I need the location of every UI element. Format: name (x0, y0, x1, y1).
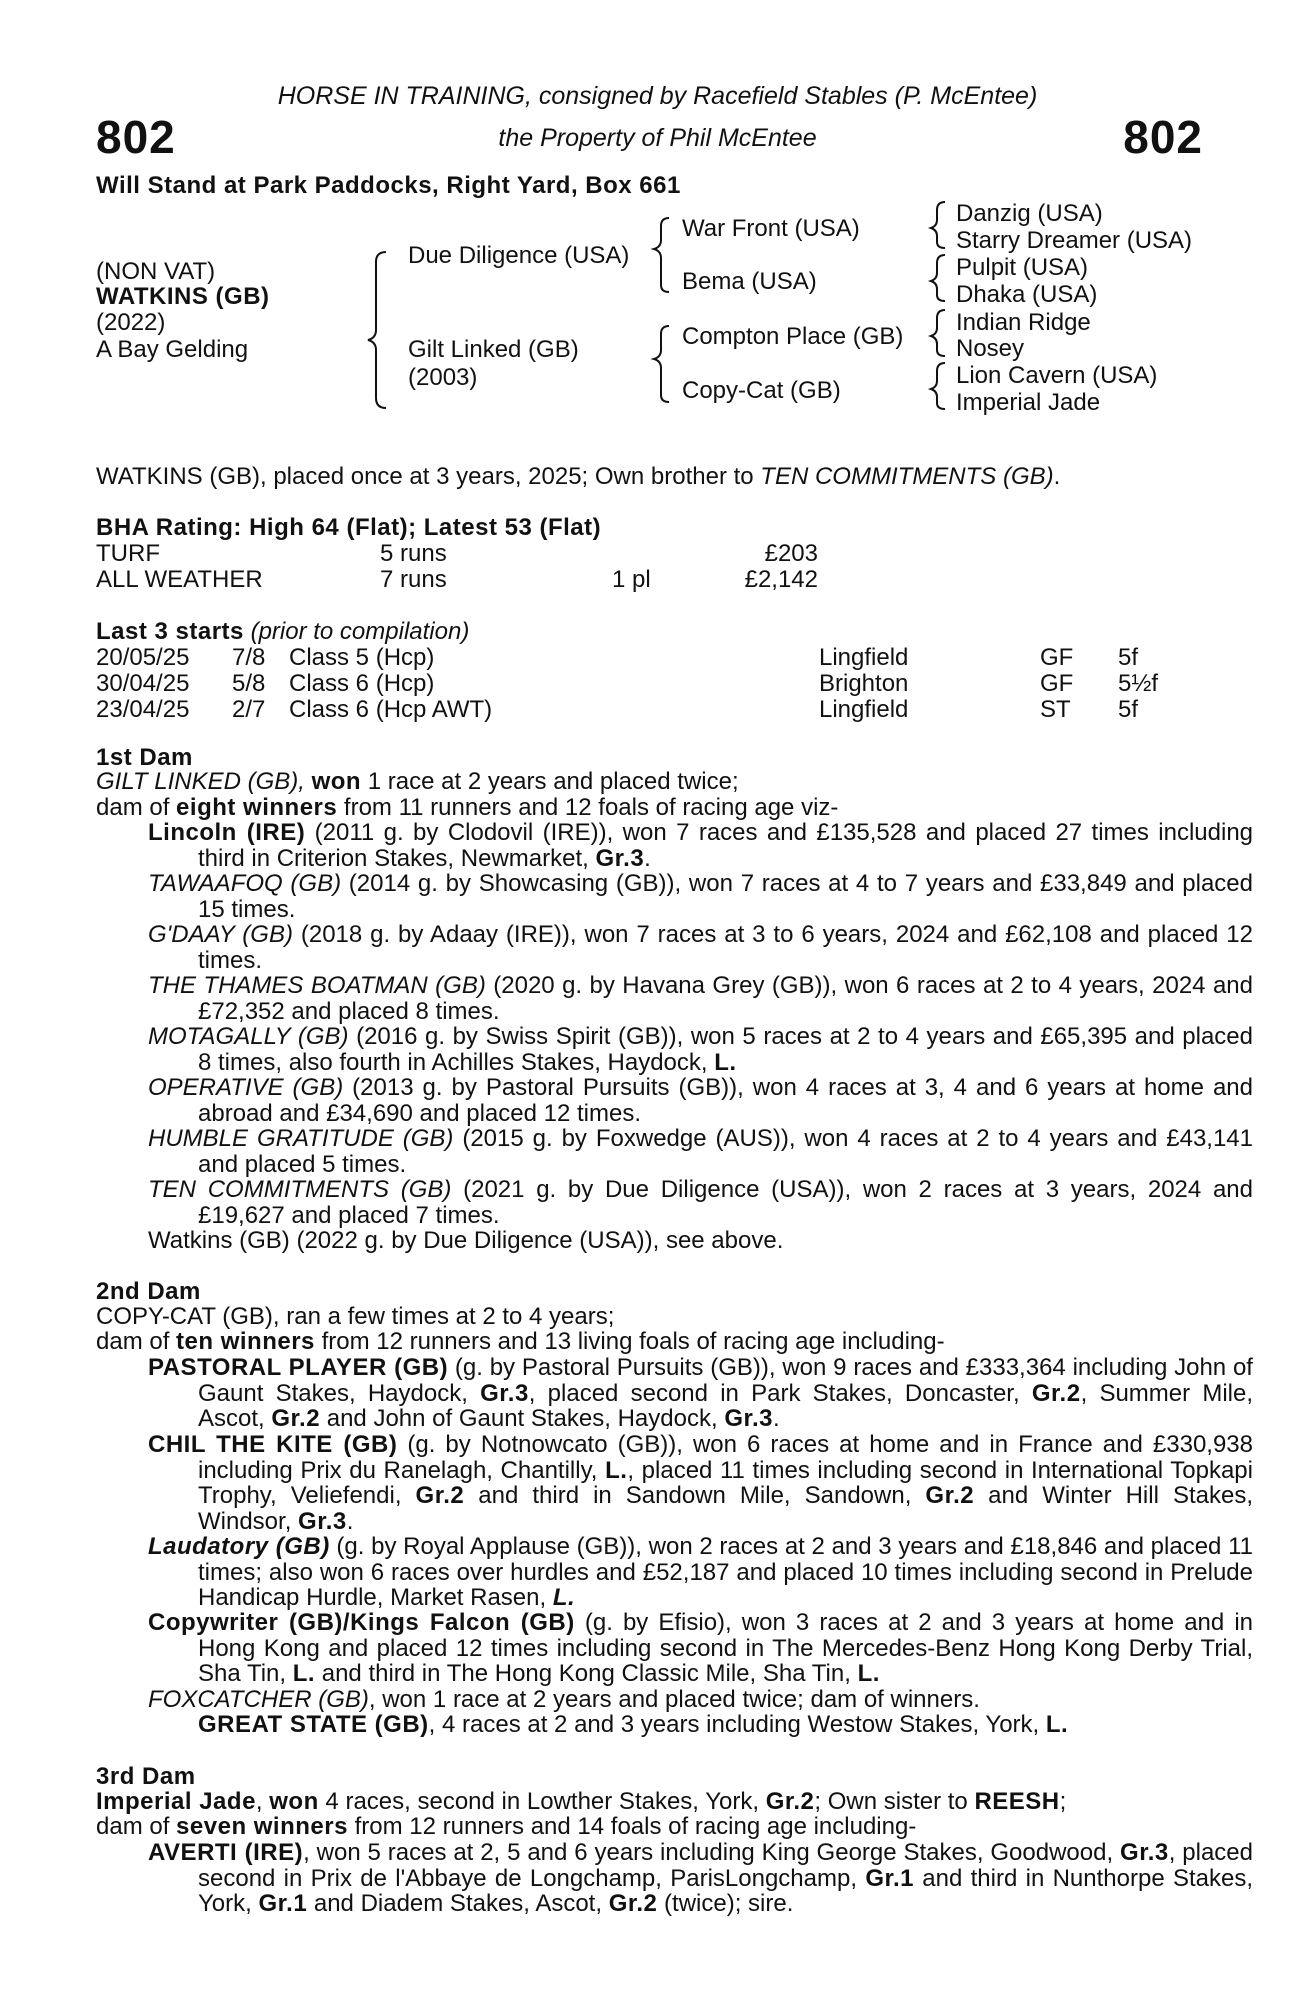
start-position: 5/8 (232, 670, 266, 697)
race-grade: Gr.3 (724, 1405, 774, 1432)
grandsire-2: Pulpit (USA) (956, 254, 1089, 281)
bracket-g2 (931, 255, 945, 301)
race-grade: Gr.2 (765, 1788, 815, 1815)
dam1-heading: 1st Dam (96, 744, 193, 771)
progeny-entry: THE THAMES BOATMAN (GB) (2020 g. by Havana Grey (GB)), won 6 races at 2 to 4 years, 2024 and £72,352 and placed 8 times. (148, 972, 1253, 1025)
start-position: 2/7 (232, 696, 266, 723)
dam1-intro (96, 769, 739, 795)
start-date: 20/05/25 (96, 644, 190, 671)
progeny-entry: Copywriter (GB)/Kings Falcon (GB) (g. by Efisio), won 3 races at 2 and 3 years at home and in Hong Kong and placed 12 times including second in The Mercedes-Benz Hong Kong Derby Trial, Sha Tin, L. and third in The Hong Kong Classic Mile, Sha Tin, L. (148, 1609, 1254, 1687)
dam1-record: 1 race at 2 years and placed twice; (361, 768, 739, 795)
progeny-name: TEN COMMITMENTS (GB) (148, 1176, 452, 1203)
progeny-name: Copywriter (GB)/Kings Falcon (GB) (148, 1609, 575, 1636)
dam1-won: won (311, 768, 362, 795)
granddam-4: Imperial Jade (956, 389, 1101, 416)
start-date: 30/04/25 (96, 670, 190, 697)
sire-name: Due Diligence (USA) (408, 242, 630, 269)
dam-year: (2003) (408, 364, 478, 391)
progeny-entry: GREAT STATE (GB), 4 races at 2 and 3 years including Westow Stakes, York, L. (198, 1711, 1069, 1738)
dam2-intro: COPY-CAT (GB), ran a few times at 2 to 4 years; (96, 1303, 615, 1330)
rating-runs: 5 runs (380, 540, 447, 567)
start-course: Lingfield (819, 644, 909, 671)
start-class: Class 6 (Hcp AWT) (289, 696, 493, 723)
grandsire-3: Indian Ridge (956, 309, 1091, 336)
progeny-name: TAWAAFOQ (GB) (148, 870, 342, 897)
rating-prize: £2,142 (744, 566, 818, 593)
start-distance: 5½f (1118, 670, 1159, 697)
race-grade: Gr.3 (1120, 1839, 1169, 1866)
progeny-entry: TAWAAFOQ (GB) (2014 g. by Showcasing (GB)), won 7 races at 4 to 7 years and £33,849 and placed 15 times. (148, 870, 1253, 923)
start-class: Class 6 (Hcp) (289, 670, 435, 697)
progeny-entry: HUMBLE GRATITUDE (GB) (2015 g. by Foxwedge (AUS)), won 4 races at 2 to 4 years and £43,141 and placed 5 times. (148, 1125, 1254, 1178)
race-grade: Gr.2 (925, 1482, 975, 1509)
progeny-name: THE THAMES BOATMAN (GB) (148, 972, 486, 999)
progeny-entry: G'DAAY (GB) (2018 g. by Adaay (IRE)), won 7 races at 3 to 6 years, 2024 and £62,108 and placed 12 times. (148, 921, 1254, 974)
consignment-line: HORSE IN TRAINING, consigned by Racefield Stables (P. McEntee) (277, 82, 1038, 110)
dam2-heading: 2nd Dam (96, 1278, 201, 1305)
lot-number-right: 802 (1123, 111, 1203, 163)
summary-line (96, 463, 1060, 491)
grandsire-1: Danzig (USA) (956, 200, 1103, 227)
race-grade: Gr.1 (865, 1864, 915, 1892)
last-starts-heading: Last 3 starts (96, 618, 244, 645)
property-line: the Property of Phil McEntee (498, 124, 817, 152)
stand-location: Will Stand at Park Paddocks, Right Yard, Box 661 (96, 172, 681, 199)
dam3-winners: seven winners (176, 1813, 348, 1840)
race-grade: L. (714, 1048, 737, 1076)
rating-heading: BHA Rating: High 64 (Flat); Latest 53 (Flat) (96, 514, 602, 541)
bracket-g3 (931, 310, 945, 356)
lot-number-left: 802 (96, 111, 176, 163)
progeny-entry: MOTAGALLY (GB) (2016 g. by Swiss Spirit (GB)), won 5 races at 2 to 4 years and £65,395 and placed 8 times, also fourth in Achilles Stakes, Haydock, L. (148, 1023, 1253, 1076)
race-grade: Gr.3 (298, 1507, 347, 1535)
start-class: Class 5 (Hcp) (289, 644, 435, 671)
progeny-name: HUMBLE GRATITUDE (GB) (148, 1125, 454, 1152)
progeny-name: MOTAGALLY (GB) (148, 1023, 349, 1050)
rating-runs: 7 runs (380, 566, 447, 593)
last-starts-heading-line (96, 618, 469, 646)
summary-brother: TEN COMMITMENTS (GB) (760, 463, 1054, 490)
progeny-entry: FOXCATCHER (GB), won 1 race at 2 years and placed twice; dam of winners. (148, 1686, 980, 1713)
progeny-name: CHIL THE KITE (GB) (148, 1431, 398, 1458)
dam3-intro: Imperial Jade, won 4 races, second in Lowther Stakes, York, Gr.2; Own sister to REESH; (96, 1788, 1067, 1815)
dam3-produce-summary: dam of seven winners from 12 runners and 14 foals of racing age including- (96, 1813, 917, 1840)
sire-dam: Bema (USA) (682, 268, 817, 295)
granddam-1: Starry Dreamer (USA) (956, 227, 1193, 254)
bracket-sire (654, 218, 669, 292)
progeny-entry: TEN COMMITMENTS (GB) (2021 g. by Due Diligence (USA)), won 2 races at 3 years, 2024 and £19,627 and placed 7 times. (148, 1176, 1253, 1229)
last-starts-note: (prior to compilation) (250, 618, 470, 645)
race-grade: L. (1045, 1711, 1069, 1738)
start-distance: 5f (1118, 696, 1139, 723)
horse-name: WATKINS (GB) (96, 283, 270, 310)
progeny-entry: Lincoln (IRE) (2011 g. by Clodovil (IRE)), won 7 races and £135,528 and placed 27 times including third in Criterion Stakes, Newmarket, Gr.3. (148, 819, 1254, 872)
rating-surface: ALL WEATHER (96, 566, 263, 593)
rating-surface: TURF (96, 540, 160, 567)
progeny-name: PASTORAL PLAYER (GB) (148, 1354, 449, 1381)
race-grade: L. (552, 1584, 576, 1611)
progeny-entry: CHIL THE KITE (GB) (g. by Notnowcato (GB)), won 6 races at home and in France and £330,938 including Prix du Ranelagh, Chantilly, L., placed 11 times including second in International Topkapi Trophy, Veliefendi, Gr.2 and third in Sandown Mile, Sandown, Gr.2 and Winter Hill Stakes, Windsor, Gr.3. (148, 1431, 1254, 1535)
horse-description: A Bay Gelding (96, 336, 249, 363)
dam3-heading: 3rd Dam (96, 1763, 196, 1790)
dam-name: Gilt Linked (GB) (408, 336, 579, 363)
summary-text: WATKINS (GB), placed once at 3 years, 2025; Own brother to (96, 463, 761, 490)
start-going: GF (1040, 670, 1074, 697)
race-grade: Gr.2 (608, 1890, 658, 1917)
rating-prize: £203 (764, 540, 818, 567)
granddam-3: Nosey (956, 335, 1025, 362)
dam3-sister: REESH (974, 1788, 1060, 1815)
progeny-entry: AVERTI (IRE), won 5 races at 2, 5 and 6 years including King George Stakes, Goodwood, Gr.3, placed second in Prix de l'Abbaye de Longchamp, ParisLongchamp, Gr.1 and third in Nunthorpe Stakes, York, Gr.1 and Diadem Stakes, Ascot, Gr.2 (twice); sire. (148, 1839, 1253, 1917)
progeny-name: FOXCATCHER (GB) (148, 1686, 369, 1713)
dam3-name: Imperial Jade (96, 1788, 256, 1815)
progeny-name: Laudatory (GB) (148, 1533, 330, 1560)
dam2-produce-summary: dam of ten winners from 12 runners and 13 living foals of racing age including- (96, 1328, 945, 1355)
grandsire-4: Lion Cavern (USA) (956, 362, 1158, 389)
race-grade: Gr.2 (271, 1405, 321, 1432)
sire-sire: War Front (USA) (682, 215, 860, 242)
progeny-entry: Watkins (GB) (2022 g. by Due Diligence (USA)), see above. (148, 1227, 784, 1254)
race-grade: L. (857, 1660, 880, 1687)
pedigree-brackets (0, 0, 1315, 420)
progeny-entry: OPERATIVE (GB) (2013 g. by Pastoral Pursuits (GB)), won 4 races at 3, 4 and 6 years at home and abroad and £34,690 and placed 12 times. (148, 1074, 1253, 1127)
start-course: Lingfield (819, 696, 909, 723)
dam1-winners: eight winners (176, 794, 338, 821)
start-distance: 5f (1118, 644, 1139, 671)
start-going: GF (1040, 644, 1074, 671)
dam1-name: GILT LINKED (GB), (96, 768, 312, 795)
progeny-entry: PASTORAL PLAYER (GB) (g. by Pastoral Pursuits (GB)), won 9 races and £333,364 including John of Gaunt Stakes, Haydock, Gr.3, placed second in Park Stakes, Doncaster, Gr.2, Summer Mile, Ascot, Gr.2 and John of Gaunt Stakes, Haydock, Gr.3. (148, 1354, 1254, 1432)
race-grade: Gr.3 (595, 844, 645, 872)
bracket-g4 (931, 363, 945, 409)
bracket-dam (654, 326, 669, 402)
rating-placed: 1 pl (612, 566, 651, 593)
start-going: ST (1040, 696, 1071, 723)
vat-status: (NON VAT) (96, 258, 216, 285)
race-grade: Gr.1 (258, 1890, 308, 1917)
race-grade: Gr.3 (480, 1379, 529, 1407)
granddam-2: Dhaka (USA) (956, 281, 1098, 308)
race-grade: L. (605, 1456, 628, 1484)
race-grade: Gr.2 (1031, 1379, 1081, 1407)
bracket-g1 (931, 202, 945, 248)
progeny-name: OPERATIVE (GB) (148, 1074, 344, 1101)
progeny-name: Lincoln (IRE) (148, 819, 306, 846)
start-course: Brighton (819, 670, 909, 697)
dam1-produce-summary: dam of eight winners from 11 runners and 12 foals of racing age viz- (96, 794, 839, 821)
summary-end: . (1053, 463, 1061, 490)
progeny-entry: Laudatory (GB) (g. by Royal Applause (GB)), won 2 races at 2 and 3 years and £18,846 and placed 11 times; also won 6 races over hurdles and £52,187 and placed 10 times including second in Prelude Handicap Hurdle, Market Rasen, L. (148, 1533, 1253, 1611)
progeny-name: GREAT STATE (GB) (198, 1711, 429, 1738)
race-grade: Gr.2 (415, 1482, 465, 1509)
start-position: 7/8 (232, 644, 266, 671)
dam-dam: Copy-Cat (GB) (682, 377, 841, 404)
start-date: 23/04/25 (96, 696, 190, 723)
dam-sire: Compton Place (GB) (682, 323, 904, 350)
horse-year: (2022) (96, 309, 166, 336)
progeny-name: G'DAAY (GB) (148, 921, 293, 948)
race-grade: L. (292, 1660, 316, 1687)
bracket-main (368, 252, 386, 408)
progeny-name: AVERTI (IRE) (148, 1839, 304, 1866)
dam2-winners: ten winners (176, 1328, 315, 1355)
